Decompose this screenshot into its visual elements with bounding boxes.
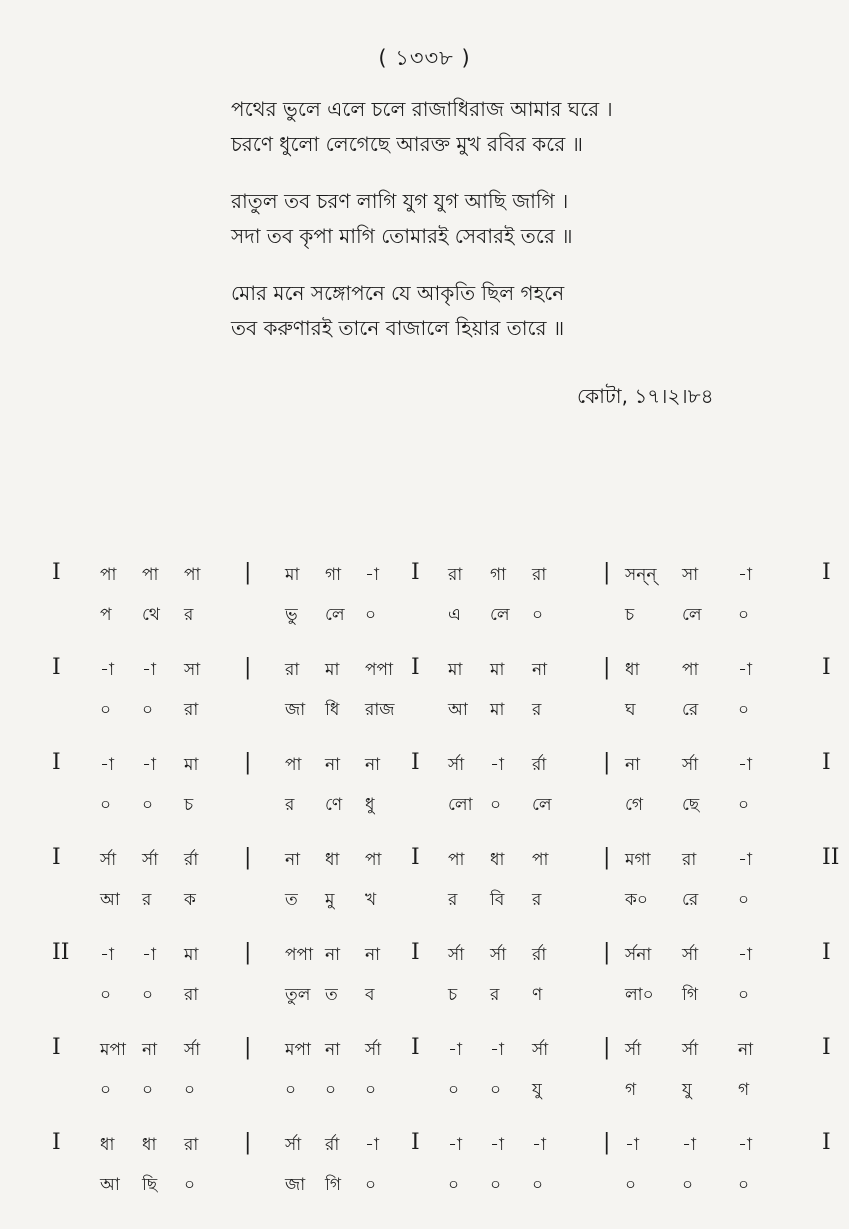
lyric-syllable: ০ — [738, 985, 750, 1005]
lyric-syllable: ক — [184, 890, 196, 910]
lyric-syllable: মা — [490, 700, 505, 720]
bar-line: | — [244, 750, 252, 775]
notation-row — [0, 560, 849, 640]
note-symbol: র্সা — [365, 1040, 382, 1060]
lyric-syllable: ০ — [365, 1175, 377, 1195]
note-symbol: র্সা — [625, 1040, 642, 1060]
poem-line: পথের ভুলে এলে চলে রাজাধিরাজ আমার ঘরে । — [231, 97, 613, 121]
note-symbol: -া — [738, 755, 752, 775]
note-symbol: না — [285, 850, 301, 870]
lyric-syllable: ০ — [365, 605, 377, 625]
place-date-signature: কোটা, ১৭।২।৮৪ — [577, 384, 714, 408]
note-symbol: ধা — [325, 850, 340, 870]
lyric-syllable: র — [490, 985, 500, 1005]
lyric-syllable: যু — [532, 1080, 542, 1100]
poem — [231, 92, 791, 368]
lyric-syllable: ০ — [184, 1175, 196, 1195]
lyric-syllable: জা — [285, 700, 306, 720]
lyric-syllable: আ — [100, 1175, 120, 1195]
lyric-syllable: র — [532, 700, 542, 720]
lyric-syllable: লে — [490, 605, 510, 625]
bar-line-start: I — [52, 655, 61, 680]
bar-line: I — [411, 560, 420, 585]
lyric-syllable: লে — [532, 795, 552, 815]
lyric-syllable: ক০ — [625, 890, 648, 910]
bar-line-start: I — [52, 1035, 61, 1060]
note-symbol: র্সা — [448, 945, 465, 965]
note-symbol: র্সা — [448, 755, 465, 775]
note-symbol: না — [738, 1040, 754, 1060]
note-symbol: মা — [490, 660, 505, 680]
lyric-syllable: ০ — [738, 700, 750, 720]
lyric-syllable: তুল — [285, 985, 311, 1005]
lyric-syllable: ০ — [625, 1175, 637, 1195]
bar-line: | — [244, 845, 252, 870]
notation-row — [0, 1130, 849, 1210]
lyric-syllable: আ — [100, 890, 120, 910]
note-symbol: র্সা — [142, 850, 159, 870]
note-symbol: পা — [184, 565, 201, 585]
lyric-syllable: রে — [682, 890, 699, 910]
note-symbol: পপা — [365, 660, 394, 680]
note-symbol: না — [365, 945, 381, 965]
lyric-syllable: রা — [184, 985, 199, 1005]
note-symbol: র্সা — [184, 1040, 201, 1060]
swaralipi-notation — [0, 560, 849, 1220]
bar-line-start: II — [52, 940, 70, 965]
lyric-syllable: র — [184, 605, 194, 625]
note-symbol: মগা — [625, 850, 651, 870]
lyric-syllable: ধু — [365, 795, 375, 815]
lyric-syllable: চ — [625, 605, 635, 625]
lyric-syllable: ০ — [365, 1080, 377, 1100]
note-symbol: -া — [490, 1040, 504, 1060]
bar-line-end: I — [822, 560, 831, 585]
lyric-syllable: ০ — [100, 795, 112, 815]
lyric-syllable: খ — [365, 890, 377, 910]
note-symbol: মপা — [100, 1040, 126, 1060]
stanza-2 — [231, 184, 791, 254]
lyric-syllable: ০ — [738, 1175, 750, 1195]
bar-line: | — [603, 845, 611, 870]
bar-line: I — [411, 655, 420, 680]
lyric-syllable: ০ — [532, 605, 544, 625]
notation-row — [0, 655, 849, 735]
bar-line: | — [244, 655, 252, 680]
lyric-syllable: প — [100, 605, 112, 625]
note-symbol: -া — [142, 660, 156, 680]
note-symbol: -া — [738, 1135, 752, 1155]
lyric-syllable: ০ — [682, 1175, 694, 1195]
lyric-syllable: ০ — [100, 1080, 112, 1100]
note-symbol: মা — [448, 660, 463, 680]
bar-line-start: I — [52, 750, 61, 775]
note-symbol: মপা — [285, 1040, 311, 1060]
bar-line-end: I — [822, 750, 831, 775]
note-symbol: পা — [448, 850, 465, 870]
note-symbol: মা — [285, 565, 300, 585]
lyric-syllable: লা০ — [625, 985, 654, 1005]
bar-line: | — [603, 1130, 611, 1155]
bar-line-end: II — [822, 845, 840, 870]
note-symbol: -া — [625, 1135, 639, 1155]
note-symbol: পপা — [285, 945, 314, 965]
page-number: ( ১৩৩৮ ) — [378, 46, 471, 70]
bar-line-end: I — [822, 1130, 831, 1155]
note-symbol: রা — [532, 565, 547, 585]
note-symbol: -া — [365, 565, 379, 585]
note-symbol: গা — [325, 565, 342, 585]
lyric-syllable: লে — [682, 605, 702, 625]
note-symbol: -া — [682, 1135, 696, 1155]
lyric-syllable: ০ — [738, 795, 750, 815]
note-symbol: পা — [285, 755, 302, 775]
lyric-syllable: ত — [325, 985, 338, 1005]
lyric-syllable: র — [532, 890, 542, 910]
lyric-syllable: রাজ — [365, 700, 395, 720]
note-symbol: র্সা — [682, 1040, 699, 1060]
lyric-syllable: যু — [682, 1080, 692, 1100]
bar-line: | — [603, 750, 611, 775]
bar-line: I — [411, 845, 420, 870]
lyric-syllable: আ — [448, 700, 468, 720]
note-symbol: মা — [184, 945, 199, 965]
note-symbol: মা — [325, 660, 340, 680]
note-symbol: -া — [100, 755, 114, 775]
stanza-1 — [231, 92, 791, 162]
lyric-syllable: এ — [448, 605, 461, 625]
notation-row — [0, 940, 849, 1020]
note-symbol: পা — [142, 565, 159, 585]
bar-line-end: I — [822, 940, 831, 965]
lyric-syllable: চ — [184, 795, 194, 815]
lyric-syllable: র — [285, 795, 295, 815]
lyric-syllable: ত — [285, 890, 298, 910]
note-symbol: রা — [448, 565, 463, 585]
bar-line: | — [603, 940, 611, 965]
lyric-syllable: ভু — [285, 605, 298, 625]
poem-line: মোর মনে সঙ্গোপনে যে আকৃতি ছিল গহনে — [231, 281, 565, 305]
lyric-syllable: ০ — [325, 1080, 337, 1100]
note-symbol: পা — [365, 850, 382, 870]
note-symbol: -া — [738, 850, 752, 870]
poem-line: রাতুল তব চরণ লাগি যুগ যুগ আছি জাগি । — [231, 189, 569, 213]
note-symbol: -া — [490, 1135, 504, 1155]
lyric-syllable: ০ — [142, 985, 154, 1005]
note-symbol: -া — [448, 1040, 462, 1060]
note-symbol: -া — [738, 660, 752, 680]
lyric-syllable: গ — [625, 1080, 637, 1100]
bar-line: | — [244, 560, 252, 585]
lyric-syllable: র — [448, 890, 458, 910]
bar-line-start: I — [52, 845, 61, 870]
note-symbol: র্রা — [532, 945, 547, 965]
note-symbol: র্রা — [184, 850, 199, 870]
lyric-syllable: গে — [625, 795, 644, 815]
lyric-syllable: ০ — [184, 1080, 196, 1100]
note-symbol: র্সা — [532, 1040, 549, 1060]
lyric-syllable: ০ — [448, 1175, 460, 1195]
bar-line: | — [603, 1035, 611, 1060]
note-symbol: পা — [532, 850, 549, 870]
note-symbol: না — [625, 755, 641, 775]
note-symbol: ধা — [142, 1135, 157, 1155]
notation-row — [0, 845, 849, 925]
lyric-syllable: লো — [448, 795, 473, 815]
bar-line: | — [244, 1130, 252, 1155]
note-symbol: মা — [184, 755, 199, 775]
lyric-syllable: রে — [682, 700, 699, 720]
note-symbol: পা — [682, 660, 699, 680]
note-symbol: না — [365, 755, 381, 775]
lyric-syllable: মু — [325, 890, 335, 910]
lyric-syllable: রা — [184, 700, 199, 720]
note-symbol: না — [325, 945, 341, 965]
bar-line-end: I — [822, 655, 831, 680]
lyric-syllable: ০ — [738, 890, 750, 910]
poem-line: সদা তব কৃপা মাগি তোমারই সেবারই তরে ॥ — [231, 224, 573, 248]
lyric-syllable: ০ — [100, 700, 112, 720]
poem-line: তব করুণারই তানে বাজালে হিয়ার তারে ॥ — [231, 316, 565, 340]
lyric-syllable: র — [142, 890, 152, 910]
lyric-syllable: জা — [285, 1175, 306, 1195]
bar-line: I — [411, 940, 420, 965]
lyric-syllable: গি — [325, 1175, 342, 1195]
note-symbol: র্সা — [682, 755, 699, 775]
lyric-syllable: ০ — [490, 795, 502, 815]
note-symbol: -া — [738, 945, 752, 965]
lyric-syllable: গি — [682, 985, 699, 1005]
note-symbol: র্সা — [682, 945, 699, 965]
note-symbol: না — [325, 755, 341, 775]
bar-line: I — [411, 1035, 420, 1060]
lyric-syllable: ০ — [285, 1080, 297, 1100]
note-symbol: -া — [490, 755, 504, 775]
note-symbol: পা — [100, 565, 117, 585]
notation-row — [0, 1035, 849, 1115]
note-symbol: -া — [365, 1135, 379, 1155]
lyric-syllable: ০ — [532, 1175, 544, 1195]
lyric-syllable: ০ — [142, 795, 154, 815]
lyric-syllable: ধি — [325, 700, 340, 720]
note-symbol: র্রা — [532, 755, 547, 775]
lyric-syllable: বি — [490, 890, 505, 910]
note-symbol: না — [325, 1040, 341, 1060]
bar-line: | — [244, 1035, 252, 1060]
bar-line: | — [603, 560, 611, 585]
poem-line: চরণে ধুলো লেগেছে আরক্ত মুখ রবির করে ॥ — [231, 132, 583, 156]
lyric-syllable: ০ — [142, 700, 154, 720]
note-symbol: -া — [100, 945, 114, 965]
note-symbol: -া — [738, 565, 752, 585]
lyric-syllable: ছে — [682, 795, 700, 815]
note-symbol: -া — [142, 755, 156, 775]
bar-line-start: I — [52, 1130, 61, 1155]
note-symbol: রা — [682, 850, 697, 870]
bar-line-start: I — [52, 560, 61, 585]
note-symbol: ধা — [625, 660, 640, 680]
note-symbol: -া — [100, 660, 114, 680]
notation-row — [0, 750, 849, 830]
stanza-3 — [231, 276, 791, 346]
lyric-syllable: গ — [738, 1080, 750, 1100]
bar-line: I — [411, 750, 420, 775]
note-symbol: রা — [285, 660, 300, 680]
bar-line: | — [244, 940, 252, 965]
note-symbol: ধা — [100, 1135, 115, 1155]
note-symbol: ধা — [490, 850, 505, 870]
lyric-syllable: ণ — [532, 985, 543, 1005]
lyric-syllable: ০ — [142, 1080, 154, 1100]
lyric-syllable: ০ — [490, 1080, 502, 1100]
lyric-syllable: ঘ — [625, 700, 636, 720]
lyric-syllable: ০ — [490, 1175, 502, 1195]
note-symbol: র্সা — [100, 850, 117, 870]
lyric-syllable: ব — [365, 985, 375, 1005]
note-symbol: গা — [490, 565, 507, 585]
lyric-syllable: লে — [325, 605, 345, 625]
note-symbol: সা — [184, 660, 201, 680]
bar-line: | — [603, 655, 611, 680]
bar-line-end: I — [822, 1035, 831, 1060]
note-symbol: -া — [532, 1135, 546, 1155]
lyric-syllable: ণে — [325, 795, 343, 815]
note-symbol: র্রা — [325, 1135, 340, 1155]
lyric-syllable: ০ — [448, 1080, 460, 1100]
note-symbol: না — [532, 660, 548, 680]
note-symbol: না — [142, 1040, 158, 1060]
note-symbol: -া — [142, 945, 156, 965]
note-symbol: সন্ন্ — [625, 565, 657, 585]
note-symbol: র্সা — [490, 945, 507, 965]
lyric-syllable: থে — [142, 605, 160, 625]
note-symbol: র্সা — [285, 1135, 302, 1155]
lyric-syllable: ০ — [738, 605, 750, 625]
lyric-syllable: ছি — [142, 1175, 158, 1195]
lyric-syllable: চ — [448, 985, 458, 1005]
note-symbol: রা — [184, 1135, 199, 1155]
note-symbol: র্সনা — [625, 945, 652, 965]
note-symbol: -া — [448, 1135, 462, 1155]
lyric-syllable: ০ — [100, 985, 112, 1005]
bar-line: I — [411, 1130, 420, 1155]
note-symbol: সা — [682, 565, 699, 585]
